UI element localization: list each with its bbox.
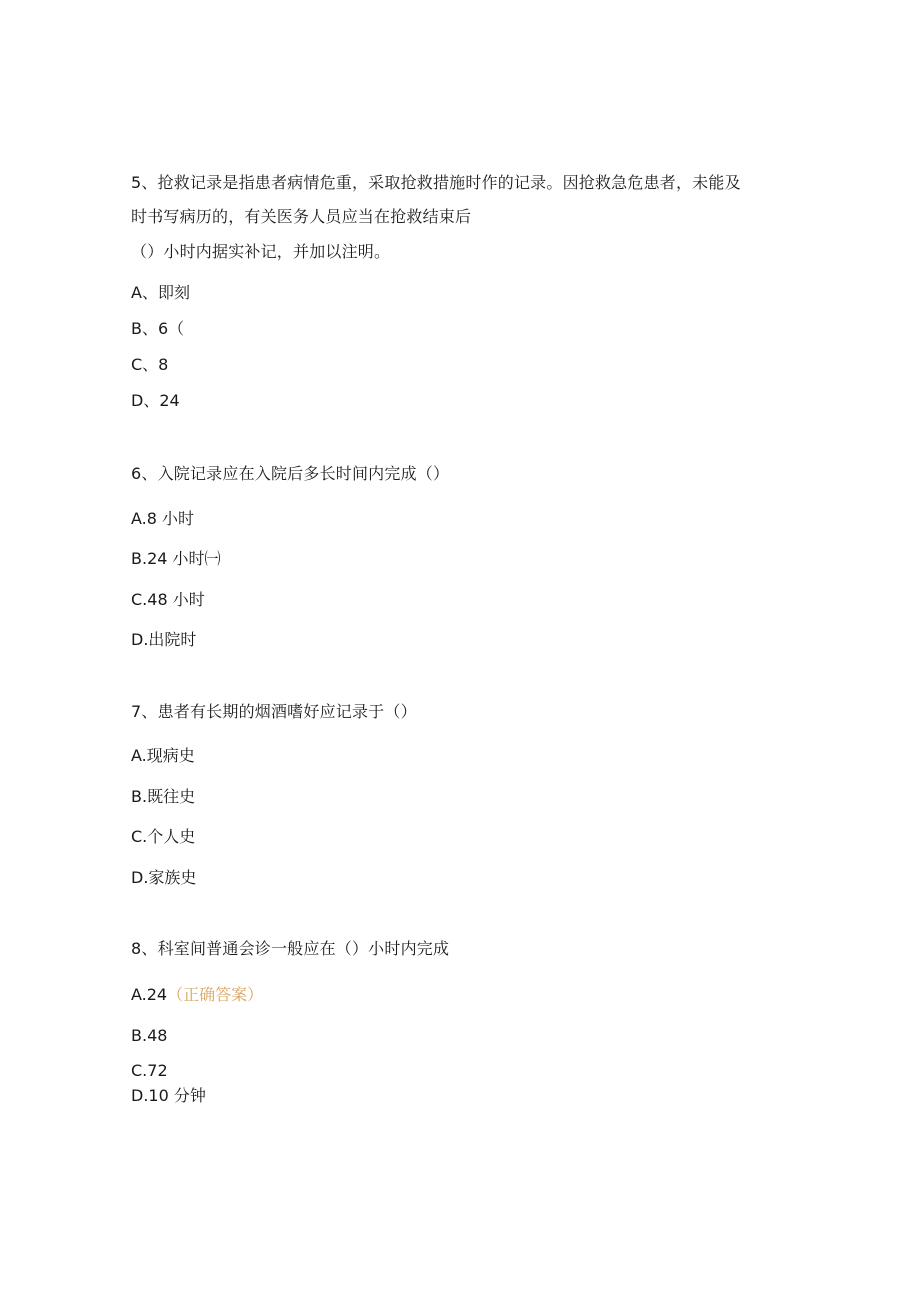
question-8-stem: 8、科室间普通会诊一般应在（）小时内完成 [131, 939, 450, 958]
question-6-option-a: A.8 小时 [131, 509, 195, 528]
question-8-option-a-label: A.24 [131, 985, 168, 1004]
question-8-option-d: D.10 分钟 [131, 1086, 206, 1105]
question-7-option-d: D.家族史 [131, 868, 197, 887]
question-8-option-c: C.72 [131, 1061, 168, 1080]
question-5-option-a: A、即刻 [131, 283, 190, 302]
question-5-option-d: D、24 [131, 391, 180, 410]
question-7-stem: 7、患者有长期的烟酒嗜好应记录于（） [131, 702, 417, 721]
question-7-option-c: C.个人史 [131, 827, 196, 846]
question-7-option-a: A.现病史 [131, 746, 195, 765]
question-6-stem: 6、入院记录应在入院后多长时间内完成（） [131, 464, 450, 483]
question-6-option-c: C.48 小时 [131, 590, 205, 609]
question-8-option-a [131, 985, 263, 1005]
question-8-option-b: B.48 [131, 1026, 168, 1045]
question-6-option-b: B.24 小时㈠ [131, 549, 221, 568]
question-5-stem-line-1: 5、抢救记录是指患者病情危重，采取抢救措施时作的记录。因抢救急危患者，未能及 [131, 173, 741, 192]
question-5-stem-line-2: 时书写病历的，有关医务人员应当在抢救结束后 [131, 207, 472, 226]
correct-answer-note: （正确答案） [167, 985, 264, 1004]
question-5-option-c: C、8 [131, 355, 169, 374]
question-5-stem-line-3: （）小时内据实补记，并加以注明。 [131, 242, 391, 261]
question-5-option-b: B、6（ [131, 319, 185, 338]
question-6-option-d: D.出院时 [131, 630, 197, 649]
question-7-option-b: B.既往史 [131, 787, 196, 806]
